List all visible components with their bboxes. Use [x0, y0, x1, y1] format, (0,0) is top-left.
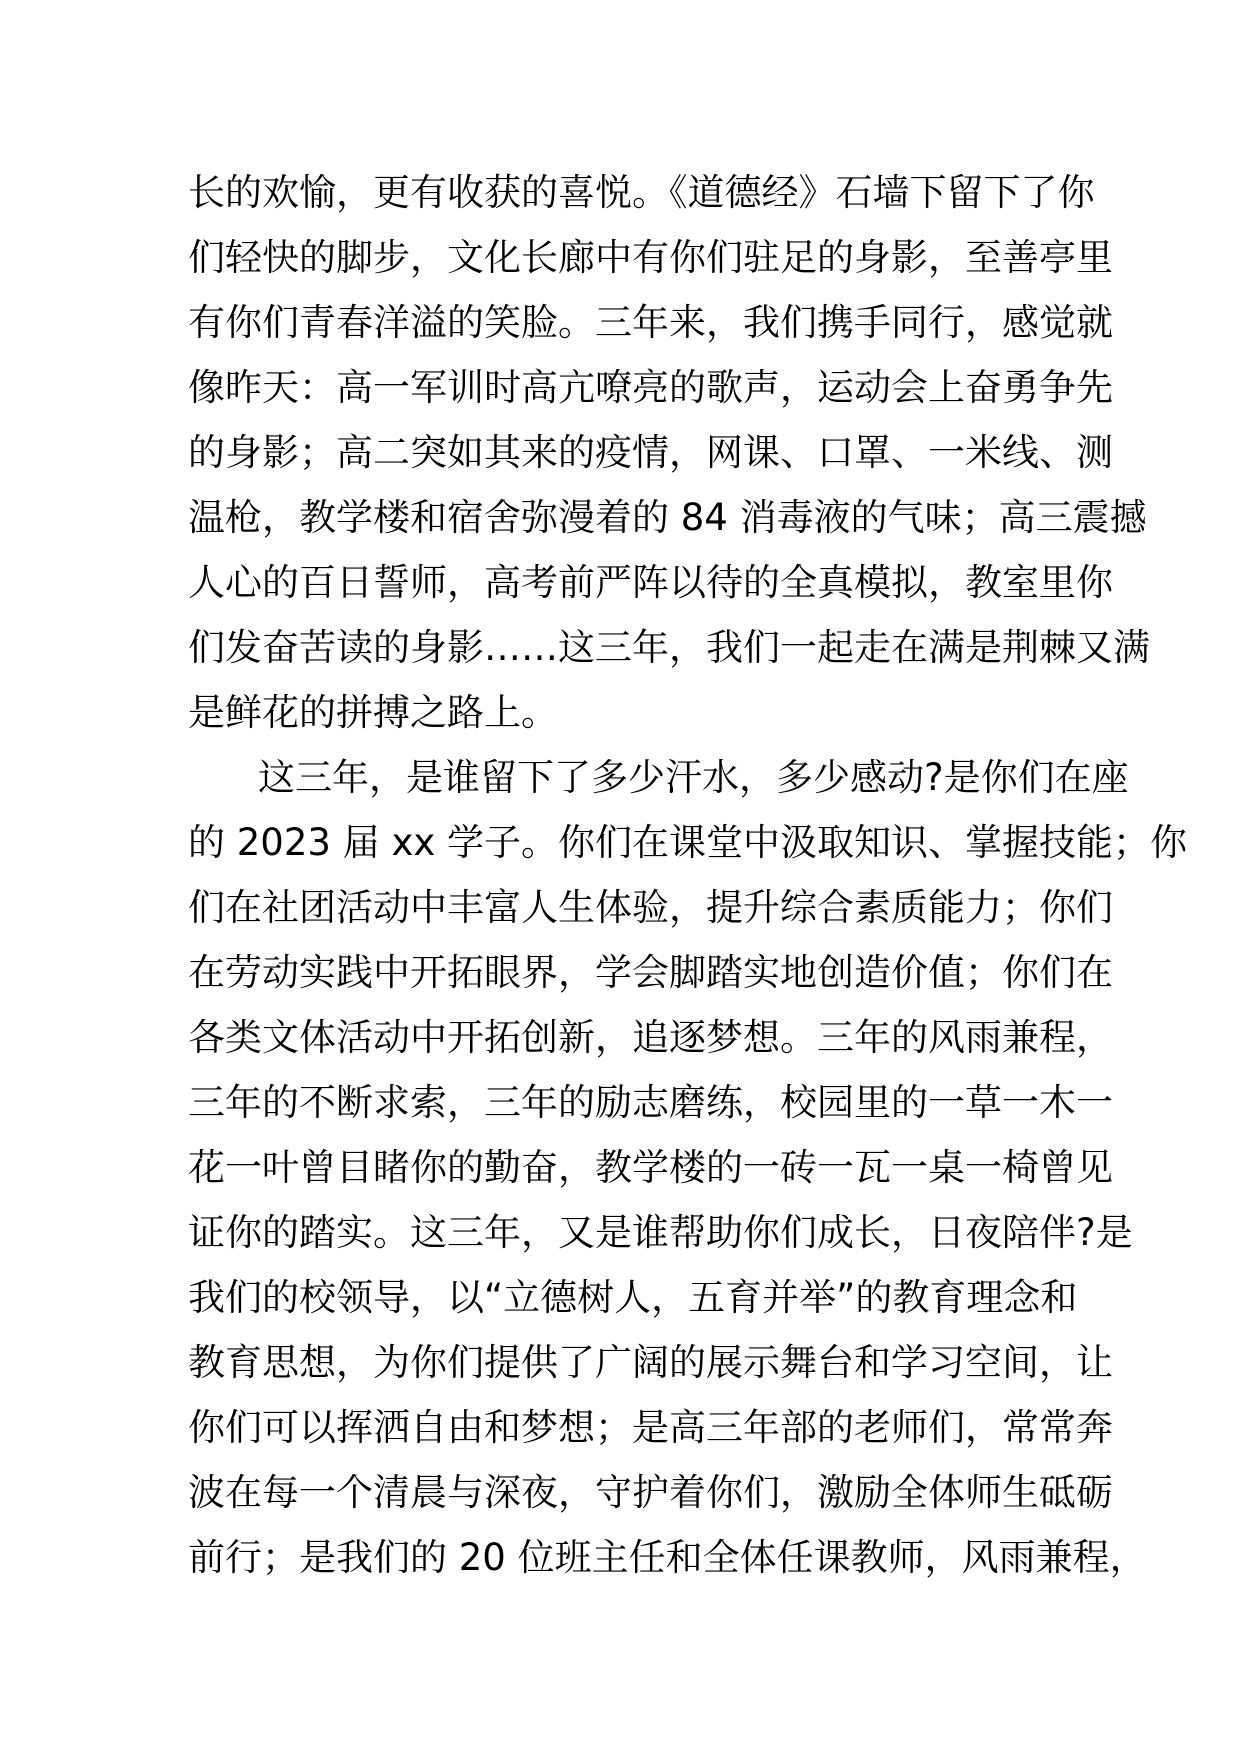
- text-line: 的身影；高二突如其来的疫情，网课、口罩、一米线、测: [188, 431, 1113, 474]
- text-line: 波在每一个清晨与深夜，守护着你们，激励全体师生砥砺: [188, 1471, 1113, 1514]
- text-line: 有你们青春洋溢的笑脸。三年来，我们携手同行，感觉就: [188, 301, 1113, 344]
- text-line: 花一叶曾目睹你的勤奋，教学楼的一砖一瓦一桌一椅曾见: [188, 1146, 1113, 1189]
- text-line: 证你的踏实。这三年，又是谁帮助你们成长，日夜陪伴?是: [188, 1211, 1133, 1254]
- text-line: 像昨天：高一军训时高亢嘹亮的歌声，运动会上奋勇争先: [188, 366, 1113, 409]
- text-line: 三年的不断求索，三年的励志磨练，校园里的一草一木一: [188, 1081, 1113, 1124]
- text-line: 教育思想，为你们提供了广阔的展示舞台和学习空间，让: [188, 1341, 1113, 1384]
- text-line: 在劳动实践中开拓眼界，学会脚踏实地创造价值；你们在: [188, 951, 1113, 994]
- paragraph-2: [188, 745, 1187, 1590]
- text-line: 各类文体活动中开拓创新，追逐梦想。三年的风雨兼程，: [188, 1016, 1113, 1059]
- text-line: 们轻快的脚步，文化长廊中有你们驻足的身影，至善亭里: [188, 236, 1113, 279]
- text-line: 这三年，是谁留下了多少汗水，多少感动?是你们在座: [258, 756, 1129, 799]
- text-line: 温枪，教学楼和宿舍弥漫着的 84 消毒液的气味；高三震撼: [188, 496, 1147, 539]
- document-body: [188, 160, 1187, 1590]
- text-line: 是鲜花的拼搏之路上。: [188, 691, 558, 734]
- text-line: 前行；是我们的 20 位班主任和全体任课教师，风雨兼程，: [188, 1536, 1147, 1579]
- paragraph-1: [188, 160, 1150, 745]
- text-line: 长的欢愉，更有收获的喜悦。《道德经》石墙下留下了你: [188, 171, 1095, 214]
- text-line: 的 2023 届 xx 学子。你们在课堂中汲取知识、掌握技能；你: [188, 821, 1187, 864]
- text-line: 们发奋苦读的身影……这三年，我们一起走在满是荆棘又满: [188, 626, 1150, 669]
- text-line: 我们的校领导，以“立德树人，五育并举”的教育理念和: [188, 1276, 1078, 1319]
- text-line: 们在社团活动中丰富人生体验，提升综合素质能力；你们: [188, 886, 1113, 929]
- text-line: 人心的百日誓师，高考前严阵以待的全真模拟，教室里你: [188, 561, 1113, 604]
- text-line: 你们可以挥洒自由和梦想；是高三年部的老师们，常常奔: [188, 1406, 1113, 1449]
